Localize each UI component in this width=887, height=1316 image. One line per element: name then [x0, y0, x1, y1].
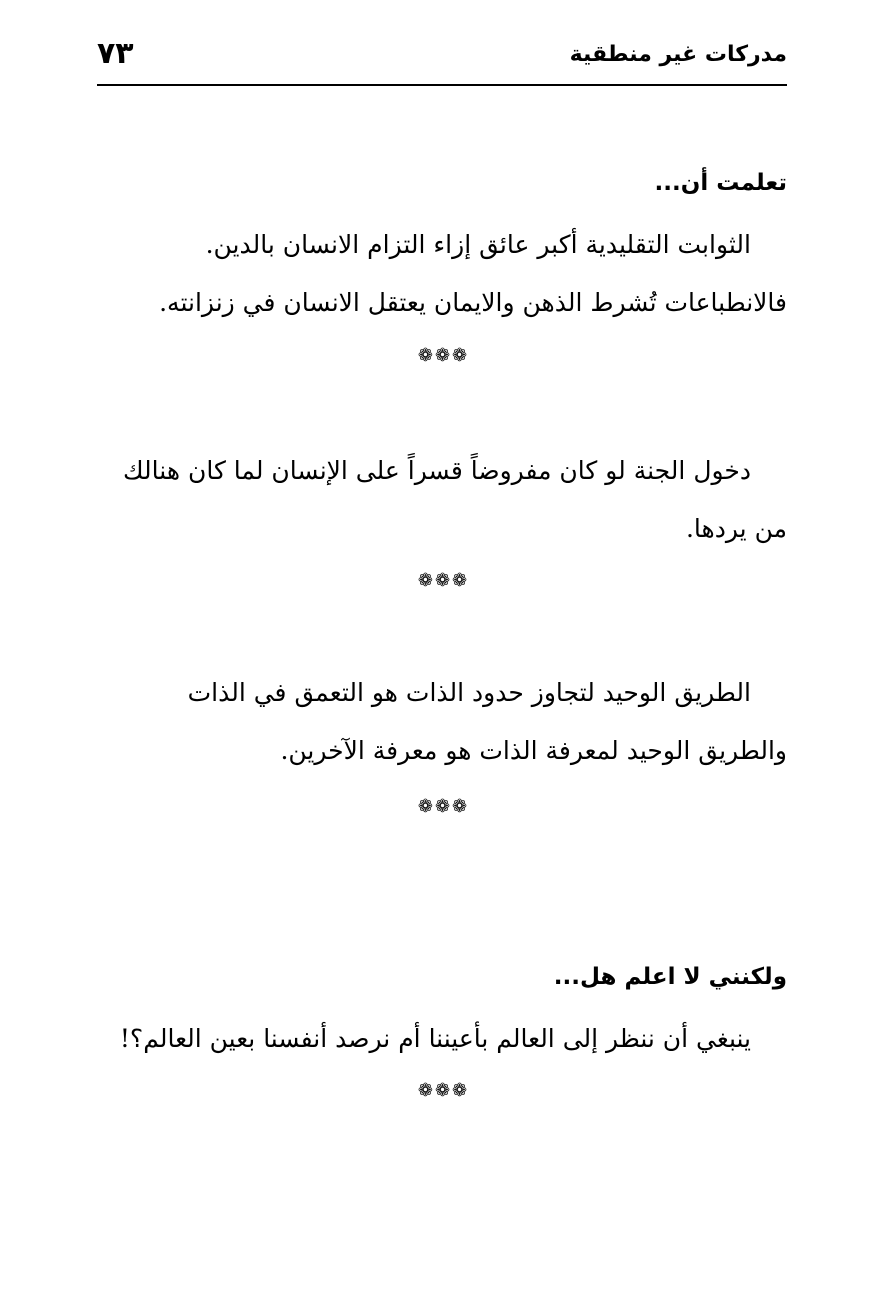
paragraph-line: فالانطباعات تُشرط الذهن والايمان يعتقل الانسان في زنزانته. — [159, 288, 787, 317]
section-separator: ❁❁❁ — [417, 796, 470, 817]
section-separator: ❁❁❁ — [417, 1080, 470, 1101]
paragraph-line: دخول الجنة لو كان مفروضاً قسراً على الإنسان لما كان هنالك — [122, 456, 751, 485]
page-header — [97, 38, 787, 86]
section-separator: ❁❁❁ — [417, 345, 470, 366]
paragraph-self — [97, 664, 787, 780]
paragraph-line: من يردها. — [685, 514, 787, 543]
section-heading-dont-know: ولكنني لا اعلم هل... — [553, 964, 787, 990]
paragraph-line: ينبغي أن ننظر إلى العالم بأعيننا أم نرصد أنفسنا بعين العالم؟! — [119, 1024, 751, 1053]
page-number: ٧٣ — [97, 36, 134, 71]
paragraph-world-view — [97, 1010, 787, 1068]
paragraph-line: الطريق الوحيد لتجاوز حدود الذات هو التعمق في الذات — [187, 678, 751, 707]
paragraph-paradise — [97, 442, 787, 558]
paragraph-line: الثوابت التقليدية أكبر عائق إزاء التزام الانسان بالدين. — [205, 230, 751, 259]
paragraph-traditional-constants — [97, 216, 787, 332]
section-heading-learned: تعلمت أن... — [654, 170, 787, 196]
running-title: مدركات غير منطقية — [569, 42, 787, 67]
paragraph-line: والطريق الوحيد لمعرفة الذات هو معرفة الآخرين. — [280, 736, 787, 765]
section-separator: ❁❁❁ — [417, 570, 470, 591]
